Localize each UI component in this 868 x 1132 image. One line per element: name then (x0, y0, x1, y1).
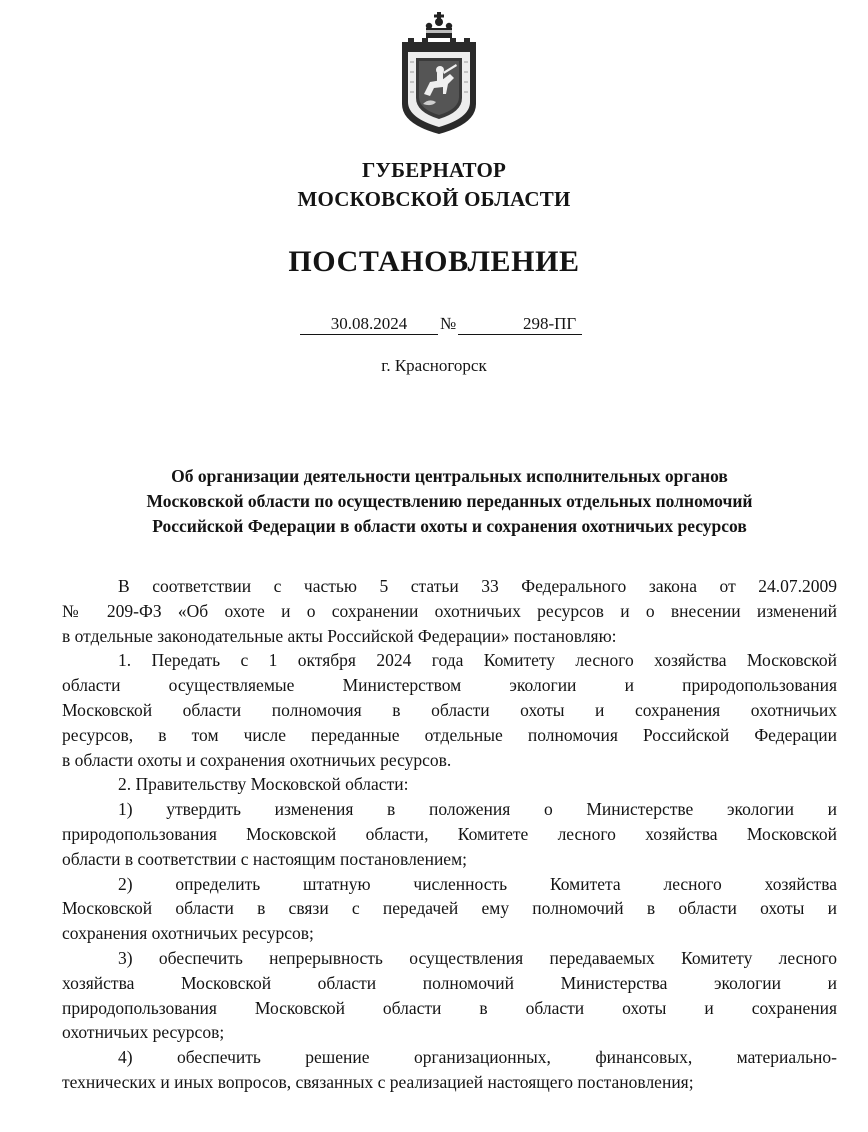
document-title (62, 464, 837, 539)
date-number-line (300, 314, 582, 335)
body-line: в области охоты и сохранения охотничьих ресурсов. (62, 749, 452, 770)
title-line: Российской Федерации в области охоты и сохранения охотничьих ресурсов (152, 516, 747, 536)
body-line: 1. Передать с 1 октября 2024 года Комитету лесного хозяйства Московской (118, 650, 837, 671)
document-number: 298-ПГ (458, 314, 582, 335)
body-line: 2. Правительству Московской области: (118, 774, 409, 795)
body-line: Московской области полномочия в области охоты и сохранения охотничьих (62, 699, 837, 720)
document-body (62, 574, 837, 1095)
body-line: 3) обеспечить непрерывность осуществления передаваемых Комитету лесного (118, 947, 837, 968)
number-sign: № (440, 314, 457, 333)
body-line: в отдельные законодательные акты Российской Федерации» постановляю: (62, 625, 617, 646)
body-line: охотничьих ресурсов; (62, 1022, 225, 1043)
body-line: природопользования Московской области в области охоты и сохранения (62, 997, 837, 1018)
body-line: 2) определить штатную численность Комитета лесного хозяйства (118, 873, 837, 894)
body-line: 4) обеспечить решение организационных, финансовых, материально- (118, 1047, 837, 1068)
title-line: Московской области по осуществлению переданных отдельных полномочий (146, 491, 753, 511)
body-line: природопользования Московской области, Комитете лесного хозяйства Московской (62, 823, 837, 844)
title-line: Об организации деятельности центральных исполнительных органов (171, 466, 728, 486)
moscow-oblast-coat-of-arms-icon (396, 12, 482, 136)
body-line: ресурсов, в том числе переданные отдельные полномочия Российской Федерации (62, 724, 837, 745)
body-line: хозяйства Московской области полномочий Министерства экологии и (62, 972, 837, 993)
body-line: Московской области в связи с передачей ему полномочий в области охоты и (62, 898, 837, 919)
document-date: 30.08.2024 (300, 314, 438, 335)
body-line: сохранения охотничьих ресурсов; (62, 923, 314, 944)
body-line: технических и иных вопросов, связанных с реализацией настоящего постановления; (62, 1071, 694, 1092)
city: г. Красногорск (381, 356, 487, 375)
body-line: 1) утвердить изменения в положения о Министерстве экологии и (118, 799, 837, 820)
body-line: области осуществляемые Министерством экологии и природопользования (62, 675, 837, 696)
body-line: В соответствии с частью 5 статьи 33 Федерального закона от 24.07.2009 (118, 576, 837, 596)
body-line: области в соответствии с настоящим постановлением; (62, 848, 468, 869)
document-type: ПОСТАНОВЛЕНИЕ (288, 245, 580, 278)
authority-line-2: МОСКОВСКОЙ ОБЛАСТИ (297, 187, 571, 211)
body-line: № 209-ФЗ «Об охоте и о сохранении охотничьих ресурсов и о внесении изменений (62, 600, 837, 621)
authority-line-1: ГУБЕРНАТОР (361, 158, 507, 182)
